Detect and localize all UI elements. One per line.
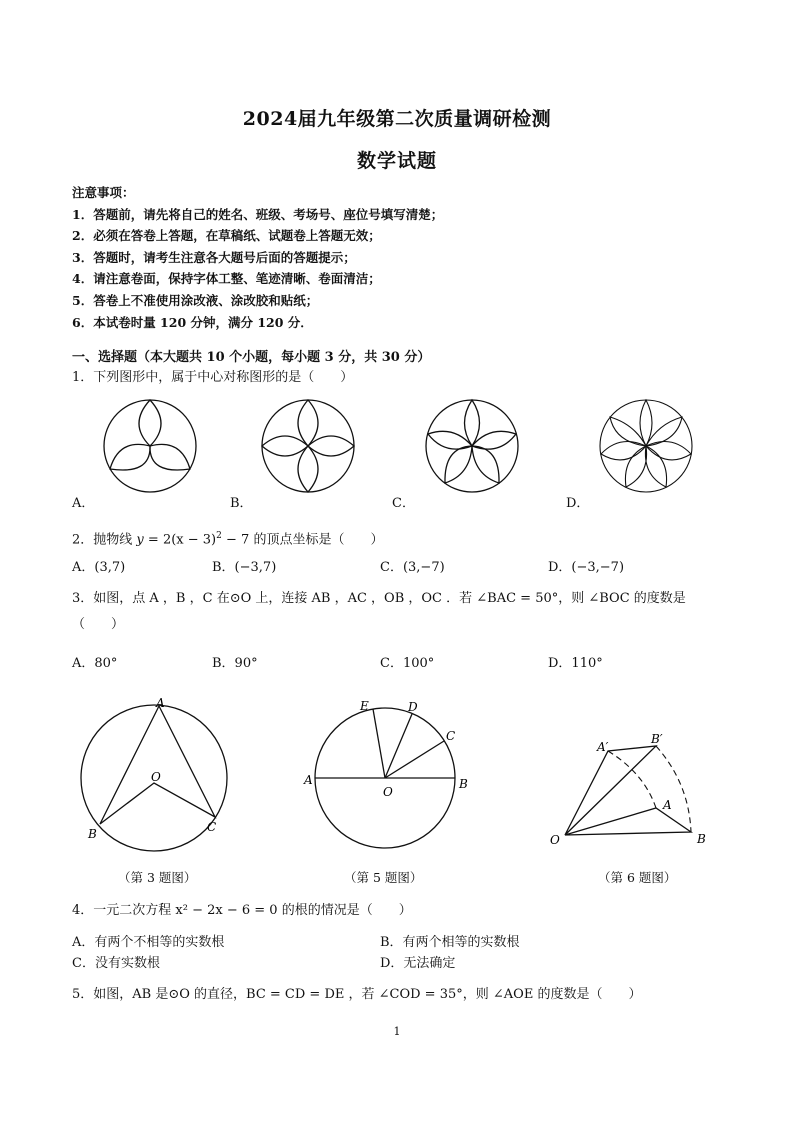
q2-option-b: B．(−3,7) [212, 560, 277, 575]
fig6-label-a-prime: A′ [597, 740, 609, 754]
figure-q6 [546, 728, 716, 848]
q3-option-b: B．90° [212, 656, 258, 671]
q1-figure-d [596, 396, 696, 496]
figure-q3 [74, 696, 234, 852]
figure-q5-caption: （第 5 题图） [344, 870, 423, 885]
q1-option-a: A． [72, 496, 95, 511]
fig5-label-o: O [383, 785, 393, 799]
figure-q3-caption: （第 3 题图） [118, 870, 197, 885]
exam-title: 2024届九年级第二次质量调研检测 [242, 108, 552, 130]
fig3-label-o: O [151, 770, 161, 784]
fig5-label-a: A [304, 773, 313, 787]
q4-option-d: D．无法确定 [380, 956, 456, 971]
q1-option-d: D． [566, 496, 590, 511]
q4-option-a: A．有两个不相等的实数根 [72, 935, 225, 950]
q2-stem [72, 525, 383, 551]
q2-eq-y: y [136, 532, 144, 548]
q2-option-c: C．(3,−7) [380, 560, 445, 575]
fig6-label-b: B [697, 832, 706, 846]
q3-stem-line1: 3．如图，点 A ，B ，C 在⊙O 上，连接 AB ，AC ，OB ，OC ．若 ∠BAC = 50°，则 ∠BOC 的度数是 [72, 591, 686, 606]
fig3-label-b: B [88, 827, 97, 841]
q3-option-d: D．110° [548, 656, 603, 671]
notes-block [72, 182, 443, 333]
figure-q6-caption: （第 6 题图） [598, 870, 677, 885]
fig6-label-a: A [663, 798, 672, 812]
q2-eq-tail: − 7 [221, 532, 250, 548]
fig5-label-c: C [446, 729, 456, 743]
fig5-label-e: E [360, 699, 369, 713]
exam-subtitle: 数学试题 [356, 150, 437, 172]
note-item: 2．必须在答卷上答题，在草稿纸、试题卷上答题无效； [72, 228, 381, 244]
q4-option-b: B．有两个相等的实数根 [380, 935, 520, 950]
q2-option-d: D．(−3,−7) [548, 560, 625, 575]
q1-option-b: B． [230, 496, 253, 511]
notes-heading: 注意事项： [72, 185, 135, 200]
fig3-label-a: A [156, 696, 165, 710]
note-item: 6．本试卷时量 120 分钟，满分 120 分． [72, 314, 313, 330]
q4-option-c: C．没有实数根 [72, 956, 160, 971]
q1-stem: 1．下列图形中，属于中心对称图形的是（ ） [72, 370, 354, 385]
note-item: 4．请注意卷面，保持字体工整、笔迹清晰、卷面清洁； [72, 271, 381, 287]
q4-stem: 4．一元二次方程 x² − 2x − 6 = 0 的根的情况是（ ） [72, 903, 412, 918]
q2-number: 2．抛物线 [72, 532, 133, 548]
q5-stem: 5．如图，AB 是⊙O 的直径，BC = CD = DE ，若 ∠COD = 35°，则 ∠AOE 的度数是（ ） [72, 987, 642, 1002]
q2-eq-body: = 2(x − 3) [143, 532, 217, 548]
q1-figure-c [422, 396, 522, 496]
fig5-label-b: B [459, 777, 468, 791]
q3-option-a: A．80° [72, 656, 118, 671]
fig3-label-c: C [207, 820, 217, 834]
q3-stem-line2: （ ） [72, 617, 125, 632]
q2-option-a: A．(3,7) [72, 560, 126, 575]
fig5-label-d: D [408, 700, 418, 714]
q1-option-c: C． [392, 496, 415, 511]
note-item: 3．答题时，请考生注意各大题号后面的答题提示； [72, 249, 356, 265]
q2-stem-end: 的顶点坐标是（ ） [253, 532, 384, 548]
note-item: 5．答卷上不准使用涂改液、涂改胶和贴纸； [72, 292, 319, 308]
fig6-label-b-prime: B′ [651, 732, 663, 746]
q1-figure-b [258, 396, 358, 496]
q1-figure-a [100, 396, 200, 496]
note-item: 1．答题前，请先将自己的姓名、班级、考场号、座位号填写清楚； [72, 206, 444, 222]
fig6-label-o: O [550, 833, 560, 847]
q2-eq-exponent: 2 [216, 531, 222, 541]
page-number: 1 [393, 1025, 401, 1038]
section-heading: 一、选择题（本大题共 10 个小题，每小题 3 分，共 30 分） [72, 350, 431, 365]
q3-option-c: C．100° [380, 656, 435, 671]
figure-q5 [300, 696, 476, 856]
